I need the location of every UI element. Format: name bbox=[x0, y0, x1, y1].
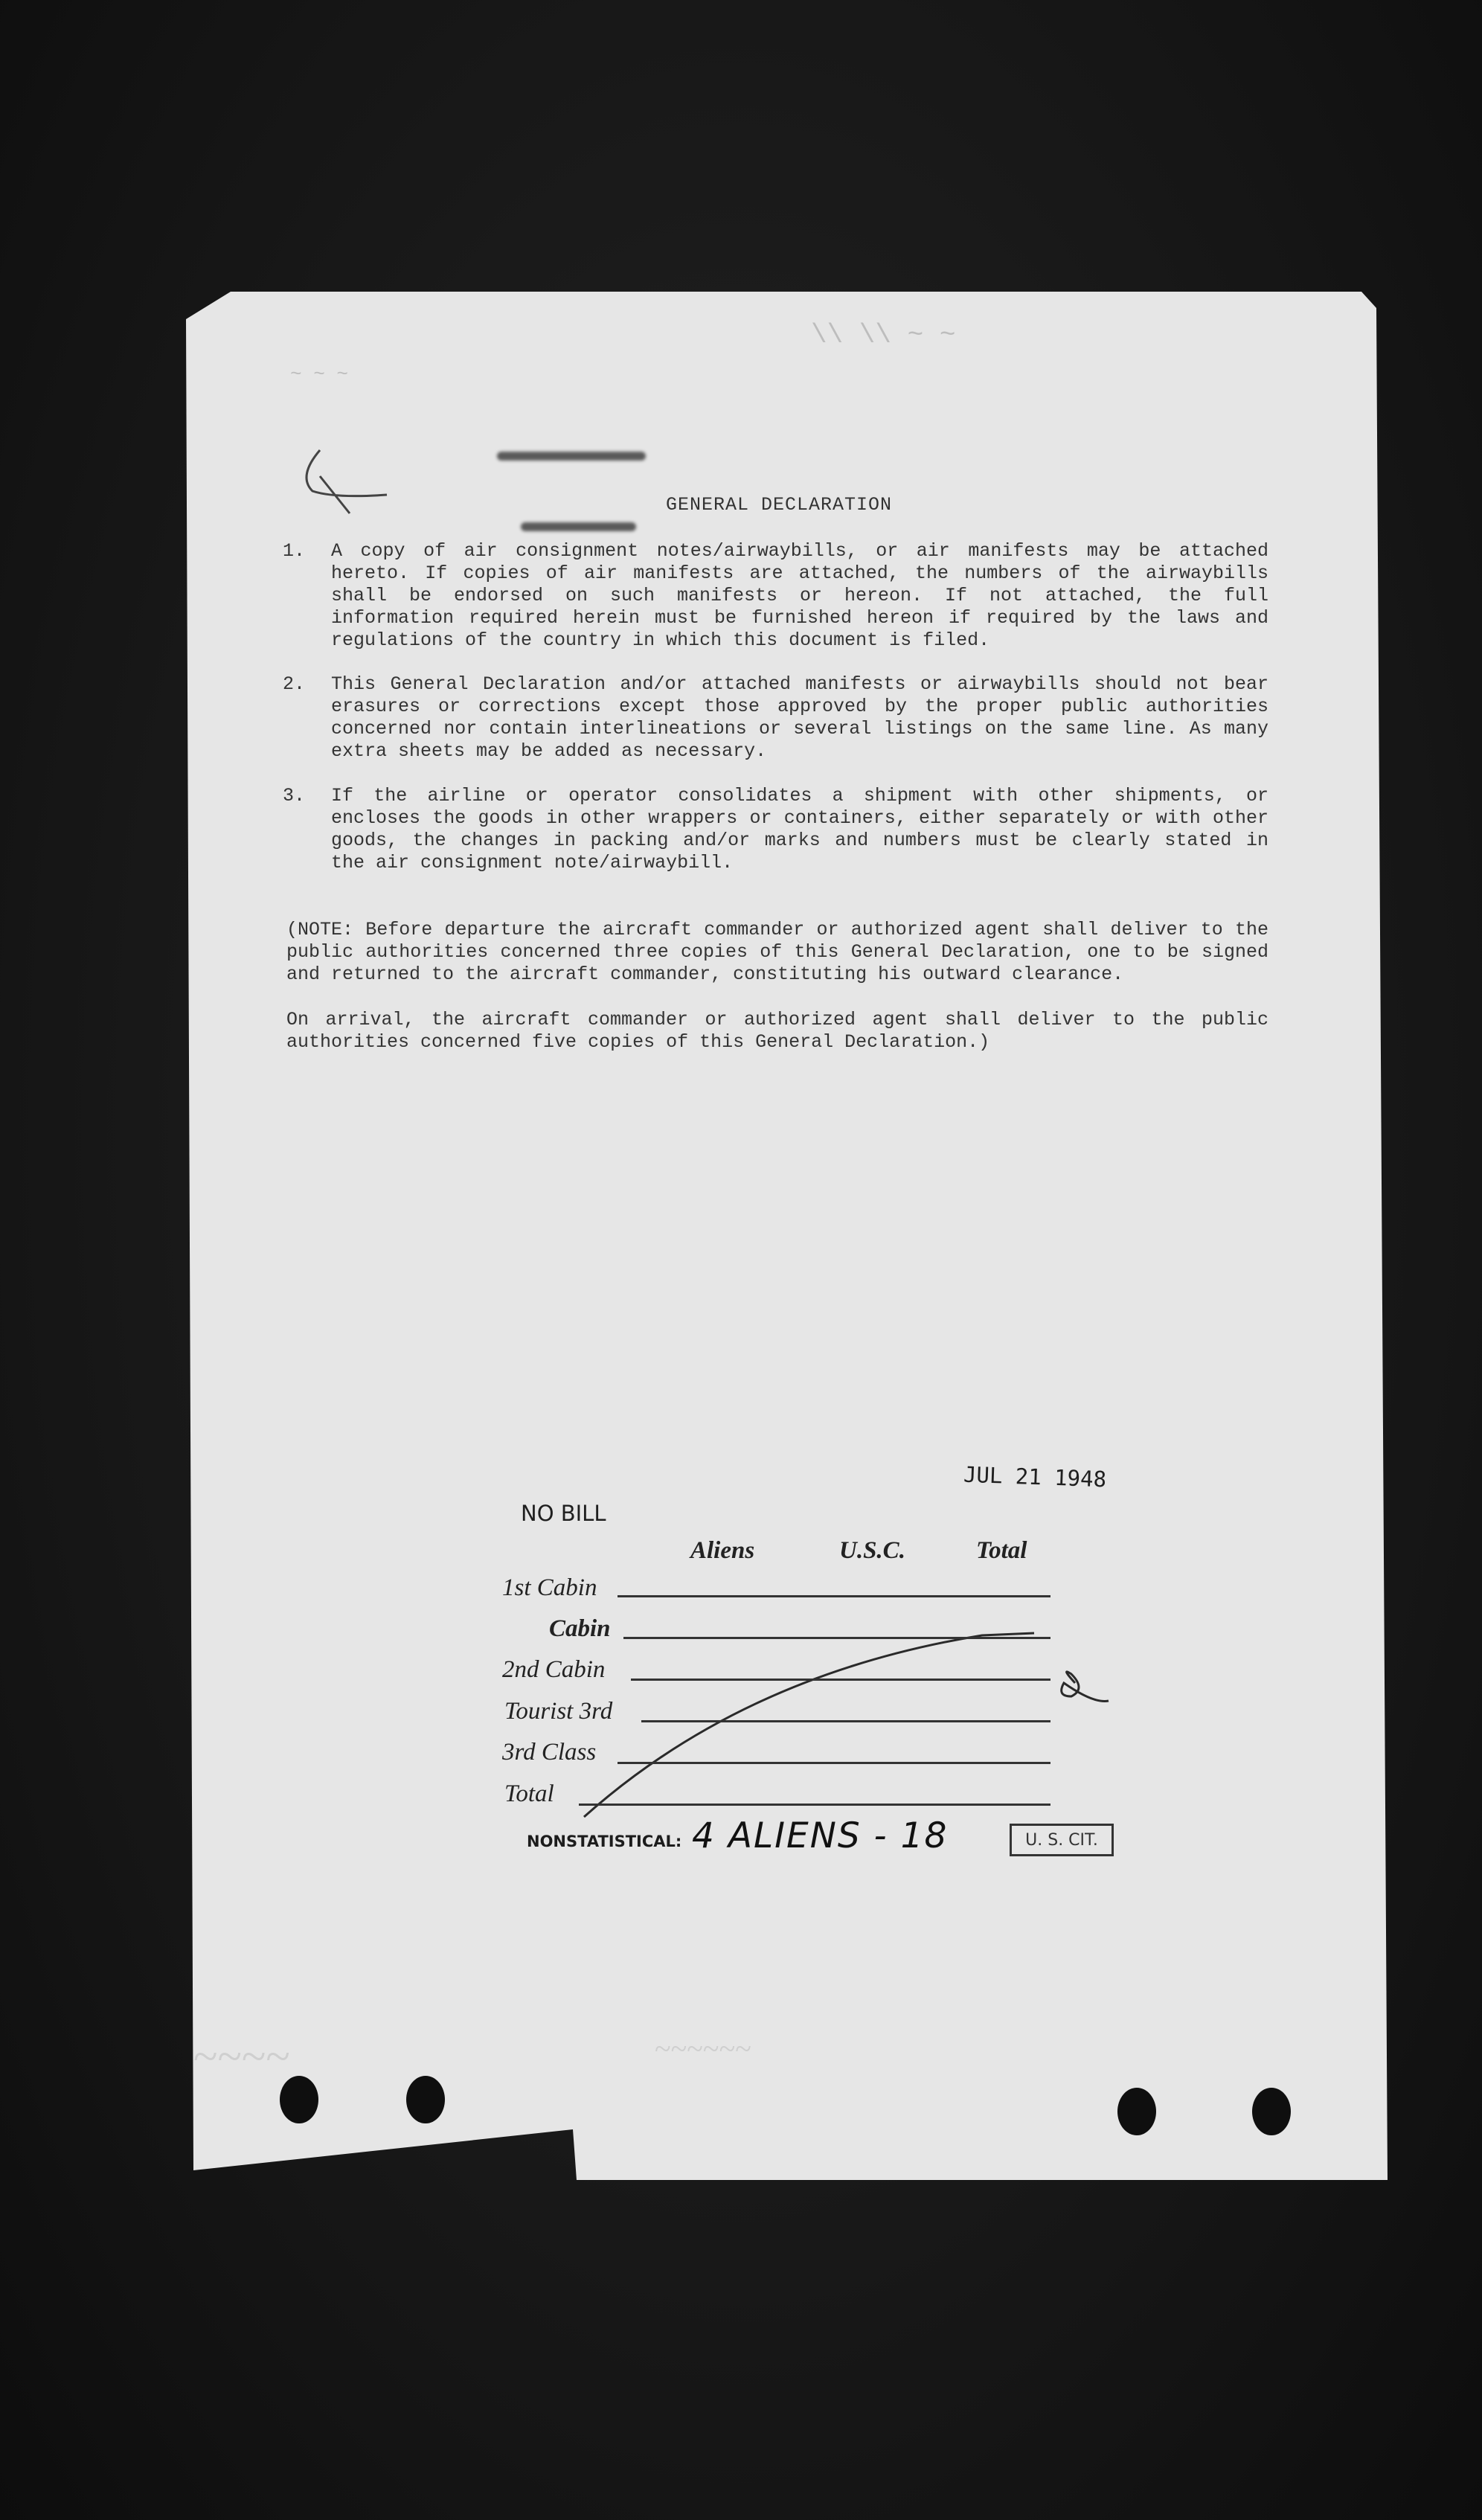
header-aliens: Aliens bbox=[690, 1537, 755, 1564]
row-label-1st-cabin: 1st Cabin bbox=[502, 1574, 597, 1601]
nonstatistical-label: NONSTATISTICAL: bbox=[527, 1833, 682, 1850]
instruction-item-1 bbox=[283, 540, 1268, 652]
handwritten-count: 4 ALIENS - 18 bbox=[692, 1815, 949, 1856]
no-bill-label: NO BILL bbox=[521, 1501, 606, 1526]
punch-hole bbox=[406, 2076, 445, 2123]
item-text: This General Declaration and/or attached manifests or airwaybills should not bear erasures or corrections except those approved by the proper public authorities concerned nor contain interlineations or several listings on the same line. As many extra sheets may be added as necessary. bbox=[331, 673, 1268, 762]
row-label-total: Total bbox=[504, 1780, 554, 1807]
item-number: 3. bbox=[283, 785, 306, 807]
punch-hole bbox=[1117, 2088, 1156, 2135]
table-rule bbox=[631, 1679, 1050, 1681]
table-rule bbox=[579, 1804, 1050, 1806]
note-paragraph: (NOTE: Before departure the aircraft commander or authorized agent shall deliver to the public authorities concerned three copies of this General Declaration, one to be signed and returned to the aircraft commander, constituting his outward clearance. bbox=[286, 919, 1268, 985]
header-total: Total bbox=[976, 1537, 1027, 1564]
bleed-through-mark: ~~~~~~ bbox=[655, 2032, 751, 2065]
row-label-tourist-3rd: Tourist 3rd bbox=[504, 1698, 613, 1725]
table-rule bbox=[641, 1720, 1050, 1722]
item-number: 1. bbox=[283, 540, 306, 562]
row-label-cabin: Cabin bbox=[549, 1615, 611, 1642]
table-rule bbox=[618, 1762, 1050, 1764]
table-rule bbox=[618, 1595, 1050, 1597]
row-label-2nd-cabin: 2nd Cabin bbox=[502, 1656, 606, 1683]
faint-mark: ~ ~ ~ bbox=[290, 363, 349, 385]
item-text: If the airline or operator consolidates a shipment with other shipments, or encloses the goods in other wrappers or containers, either separately or with other goods, the changes in packing and/or marks and numbers must be clearly stated in the air consignment note/airwaybill. bbox=[331, 785, 1268, 873]
date-stamp: JUL 21 1948 bbox=[963, 1461, 1107, 1493]
faint-mark: \\ \\ ~ ~ bbox=[811, 320, 956, 350]
punch-hole bbox=[1252, 2088, 1291, 2135]
document-title: GENERAL DECLARATION bbox=[666, 494, 893, 516]
item-number: 2. bbox=[283, 673, 306, 695]
punch-hole bbox=[280, 2076, 318, 2123]
row-label-3rd-class: 3rd Class bbox=[502, 1739, 597, 1766]
item-text: A copy of air consignment notes/airwaybills, or air manifests may be attached hereto. If copies of air manifests are attached, the numbers of the airwaybills shall be endorsed on such manifests or hereon. If not attached, the full information required herein must be furnished hereon if required by the laws and regulations of the country in which this document is filed. bbox=[331, 540, 1268, 651]
bleed-through-mark: ~~~~ bbox=[193, 2032, 290, 2081]
instruction-item-3 bbox=[283, 785, 1268, 874]
us-cit-stamp: U. S. CIT. bbox=[1010, 1824, 1114, 1856]
table-rule bbox=[623, 1637, 1050, 1639]
header-usc: U.S.C. bbox=[839, 1537, 905, 1564]
note-paragraph: On arrival, the aircraft commander or authorized agent shall deliver to the public authorities concerned five copies of this General Declaration.) bbox=[286, 1009, 1268, 1053]
instruction-item-2 bbox=[283, 673, 1268, 763]
